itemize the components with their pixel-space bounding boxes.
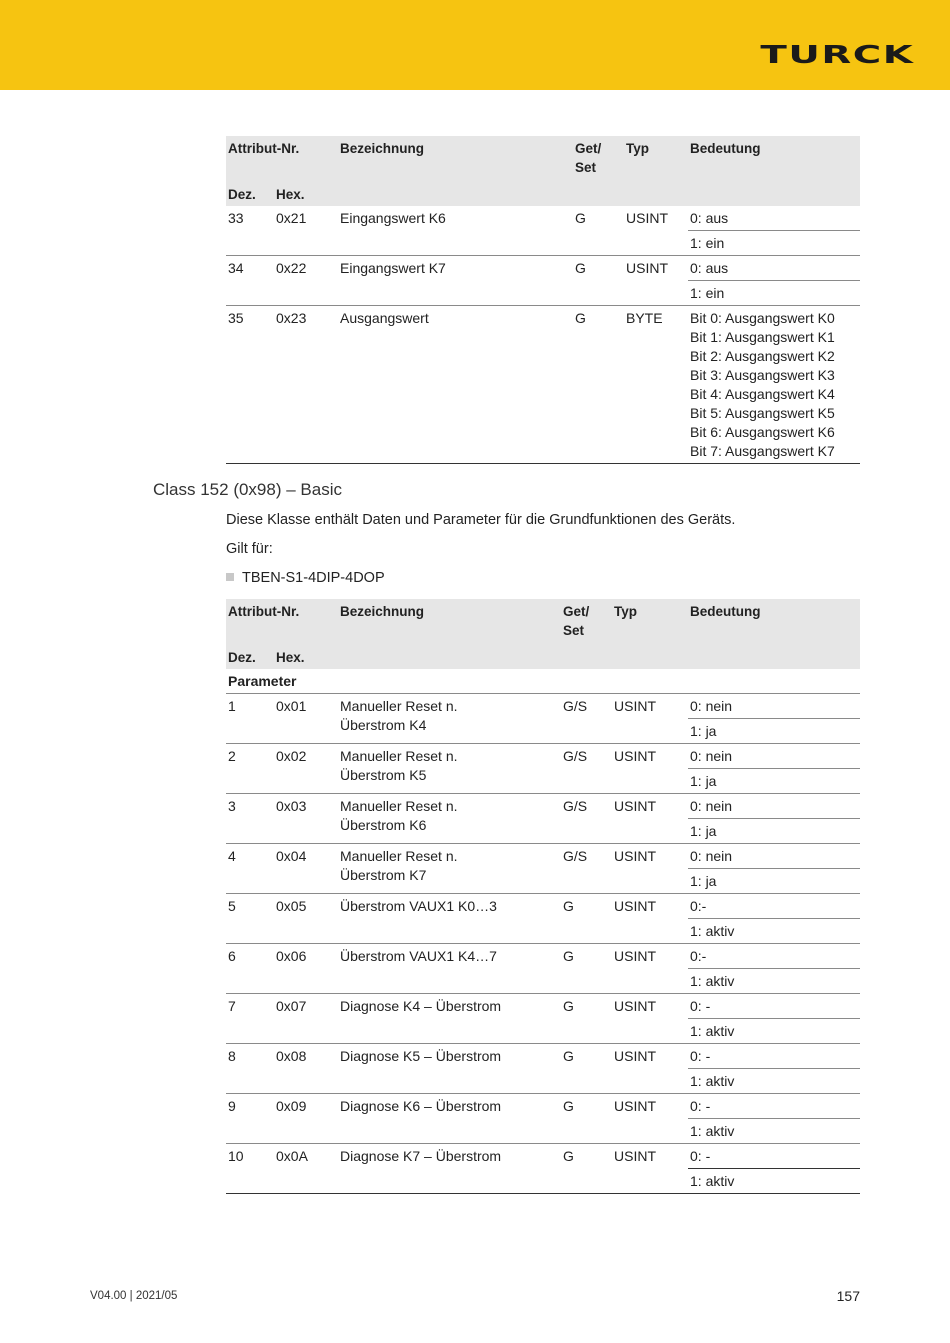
cell-dez: 4 [226, 844, 274, 894]
cell-hex: 0x05 [274, 894, 338, 944]
cell-dez: 34 [226, 256, 274, 306]
cell-get-set: G/S [561, 694, 612, 744]
section-description: Diese Klasse enthält Daten und Parameter für die Grundfunktionen des Geräts. [226, 512, 736, 528]
attribute-table-1 [226, 136, 860, 464]
cell-get-set: G [573, 306, 624, 464]
cell-get-set: G [561, 944, 612, 994]
cell-dez: 1 [226, 694, 274, 744]
cell-hex: 0x09 [274, 1094, 338, 1144]
cell-bedeutung: 0: aus [688, 256, 860, 281]
table-row [226, 1094, 860, 1119]
bedeutung-line: Bit 6: Ausgangswert K6 [690, 424, 835, 440]
cell-typ: USINT [612, 744, 688, 794]
header-dez: Dez. [226, 181, 274, 206]
cell-bedeutung: 0:- [688, 894, 860, 919]
cell-bedeutung: 0: aus [688, 206, 860, 231]
cell-dez: 9 [226, 1094, 274, 1144]
header-typ: Typ [612, 599, 688, 644]
cell-bedeutung: 1: aktiv [688, 969, 860, 994]
cell-bedeutung [688, 306, 860, 464]
cell-bedeutung: 1: ein [688, 281, 860, 306]
cell-hex: 0x02 [274, 744, 338, 794]
header-hex: Hex. [274, 644, 338, 669]
bedeutung-line: Bit 4: Ausgangswert K4 [690, 386, 835, 402]
cell-hex: 0x21 [274, 206, 338, 256]
cell-bedeutung: 1: ja [688, 769, 860, 794]
cell-bezeichnung: Eingangswert K6 [338, 206, 573, 256]
cell-bezeichnung: Diagnose K4 – Überstrom [338, 994, 561, 1044]
cell-bezeichnung: Manueller Reset n. Überstrom K7 [338, 844, 561, 894]
header-bedeutung: Bedeutung [688, 599, 860, 644]
header-band [0, 0, 950, 90]
cell-get-set: G [573, 206, 624, 256]
cell-get-set: G [561, 1144, 612, 1194]
turck-logo: TURCK [760, 40, 914, 69]
header-bezeichnung: Bezeichnung [338, 599, 561, 644]
header-hex: Hex. [274, 181, 338, 206]
cell-typ: USINT [612, 1094, 688, 1144]
cell-typ: USINT [612, 1044, 688, 1094]
cell-hex: 0x01 [274, 694, 338, 744]
cell-dez: 3 [226, 794, 274, 844]
cell-get-set: G/S [561, 794, 612, 844]
header-bezeichnung: Bezeichnung [338, 136, 573, 181]
applies-list-item: TBEN-S1-4DIP-4DOP [226, 570, 385, 586]
cell-bedeutung: 1: aktiv [688, 1069, 860, 1094]
cell-bedeutung: 0: - [688, 1094, 860, 1119]
cell-hex: 0x03 [274, 794, 338, 844]
bedeutung-line: Bit 1: Ausgangswert K1 [690, 329, 835, 345]
header-get-set: Get/ Set [561, 599, 612, 644]
cell-dez: 33 [226, 206, 274, 256]
page-number: 157 [836, 1288, 860, 1304]
cell-bedeutung: 0: nein [688, 744, 860, 769]
table-row [226, 744, 860, 769]
cell-bedeutung: 1: ja [688, 719, 860, 744]
cell-hex: 0x06 [274, 944, 338, 994]
cell-get-set: G [561, 894, 612, 944]
cell-bedeutung: 1: ja [688, 869, 860, 894]
cell-get-set: G [573, 256, 624, 306]
cell-dez: 5 [226, 894, 274, 944]
cell-hex: 0x08 [274, 1044, 338, 1094]
table-row [226, 794, 860, 819]
cell-bezeichnung: Manueller Reset n. Überstrom K6 [338, 794, 561, 844]
attribute-table-2 [226, 599, 860, 1194]
header-attr-nr: Attribut-Nr. [226, 599, 338, 644]
table-row [226, 944, 860, 969]
cell-bedeutung: 1: ein [688, 231, 860, 256]
cell-bezeichnung: Überstrom VAUX1 K4…7 [338, 944, 561, 994]
bedeutung-line: Bit 0: Ausgangswert K0 [690, 310, 835, 326]
cell-typ: BYTE [624, 306, 688, 464]
cell-typ: USINT [624, 256, 688, 306]
table-row [226, 256, 860, 281]
table-row [226, 694, 860, 719]
cell-bedeutung: 1: aktiv [688, 1169, 860, 1194]
cell-bedeutung: 1: aktiv [688, 1119, 860, 1144]
cell-typ: USINT [612, 894, 688, 944]
cell-dez: 35 [226, 306, 274, 464]
table-row [226, 994, 860, 1019]
cell-bedeutung: 0: nein [688, 794, 860, 819]
cell-get-set: G [561, 994, 612, 1044]
cell-typ: USINT [612, 944, 688, 994]
cell-hex: 0x22 [274, 256, 338, 306]
table-row [226, 306, 860, 464]
cell-get-set: G/S [561, 744, 612, 794]
cell-hex: 0x0A [274, 1144, 338, 1194]
footer-version: V04.00 | 2021/05 [90, 1290, 178, 1302]
group-label-parameter: Parameter [226, 669, 860, 694]
cell-bedeutung: 1: aktiv [688, 919, 860, 944]
cell-bezeichnung: Manueller Reset n. Überstrom K5 [338, 744, 561, 794]
cell-bezeichnung: Diagnose K5 – Überstrom [338, 1044, 561, 1094]
cell-dez: 6 [226, 944, 274, 994]
cell-typ: USINT [624, 206, 688, 256]
cell-bedeutung: 0: - [688, 994, 860, 1019]
bedeutung-line: Bit 5: Ausgangswert K5 [690, 405, 835, 421]
cell-typ: USINT [612, 994, 688, 1044]
cell-dez: 10 [226, 1144, 274, 1194]
cell-bezeichnung: Überstrom VAUX1 K0…3 [338, 894, 561, 944]
cell-bedeutung: 0: - [688, 1144, 860, 1169]
cell-bedeutung: 0: - [688, 1044, 860, 1069]
cell-hex: 0x04 [274, 844, 338, 894]
applies-label: Gilt für: [226, 541, 273, 557]
cell-typ: USINT [612, 1144, 688, 1194]
cell-bedeutung: 0: nein [688, 694, 860, 719]
table-row [226, 1144, 860, 1169]
cell-bedeutung: 0:- [688, 944, 860, 969]
cell-get-set: G [561, 1094, 612, 1144]
cell-dez: 7 [226, 994, 274, 1044]
cell-bedeutung: 1: ja [688, 819, 860, 844]
cell-get-set: G [561, 1044, 612, 1094]
cell-dez: 8 [226, 1044, 274, 1094]
section-title: Class 152 (0x98) – Basic [153, 480, 342, 499]
cell-dez: 2 [226, 744, 274, 794]
cell-get-set: G/S [561, 844, 612, 894]
cell-bezeichnung: Ausgangswert [338, 306, 573, 464]
header-get-set: Get/ Set [573, 136, 624, 181]
cell-typ: USINT [612, 794, 688, 844]
cell-typ: USINT [612, 694, 688, 744]
bullet-square-icon [226, 573, 234, 581]
cell-bezeichnung: Eingangswert K7 [338, 256, 573, 306]
cell-bezeichnung: Manueller Reset n. Überstrom K4 [338, 694, 561, 744]
header-dez: Dez. [226, 644, 274, 669]
cell-hex: 0x07 [274, 994, 338, 1044]
table-row [226, 206, 860, 231]
bedeutung-line: Bit 2: Ausgangswert K2 [690, 348, 835, 364]
bedeutung-line: Bit 7: Ausgangswert K7 [690, 443, 835, 459]
header-typ: Typ [624, 136, 688, 181]
cell-bedeutung: 0: nein [688, 844, 860, 869]
table-row [226, 844, 860, 869]
table-row [226, 894, 860, 919]
table-row [226, 1044, 860, 1069]
bedeutung-line: Bit 3: Ausgangswert K3 [690, 367, 835, 383]
header-bedeutung: Bedeutung [688, 136, 860, 181]
header-attr-nr: Attribut-Nr. [226, 136, 338, 181]
cell-bedeutung: 1: aktiv [688, 1019, 860, 1044]
cell-typ: USINT [612, 844, 688, 894]
cell-hex: 0x23 [274, 306, 338, 464]
cell-bezeichnung: Diagnose K6 – Überstrom [338, 1094, 561, 1144]
cell-bezeichnung: Diagnose K7 – Überstrom [338, 1144, 561, 1194]
